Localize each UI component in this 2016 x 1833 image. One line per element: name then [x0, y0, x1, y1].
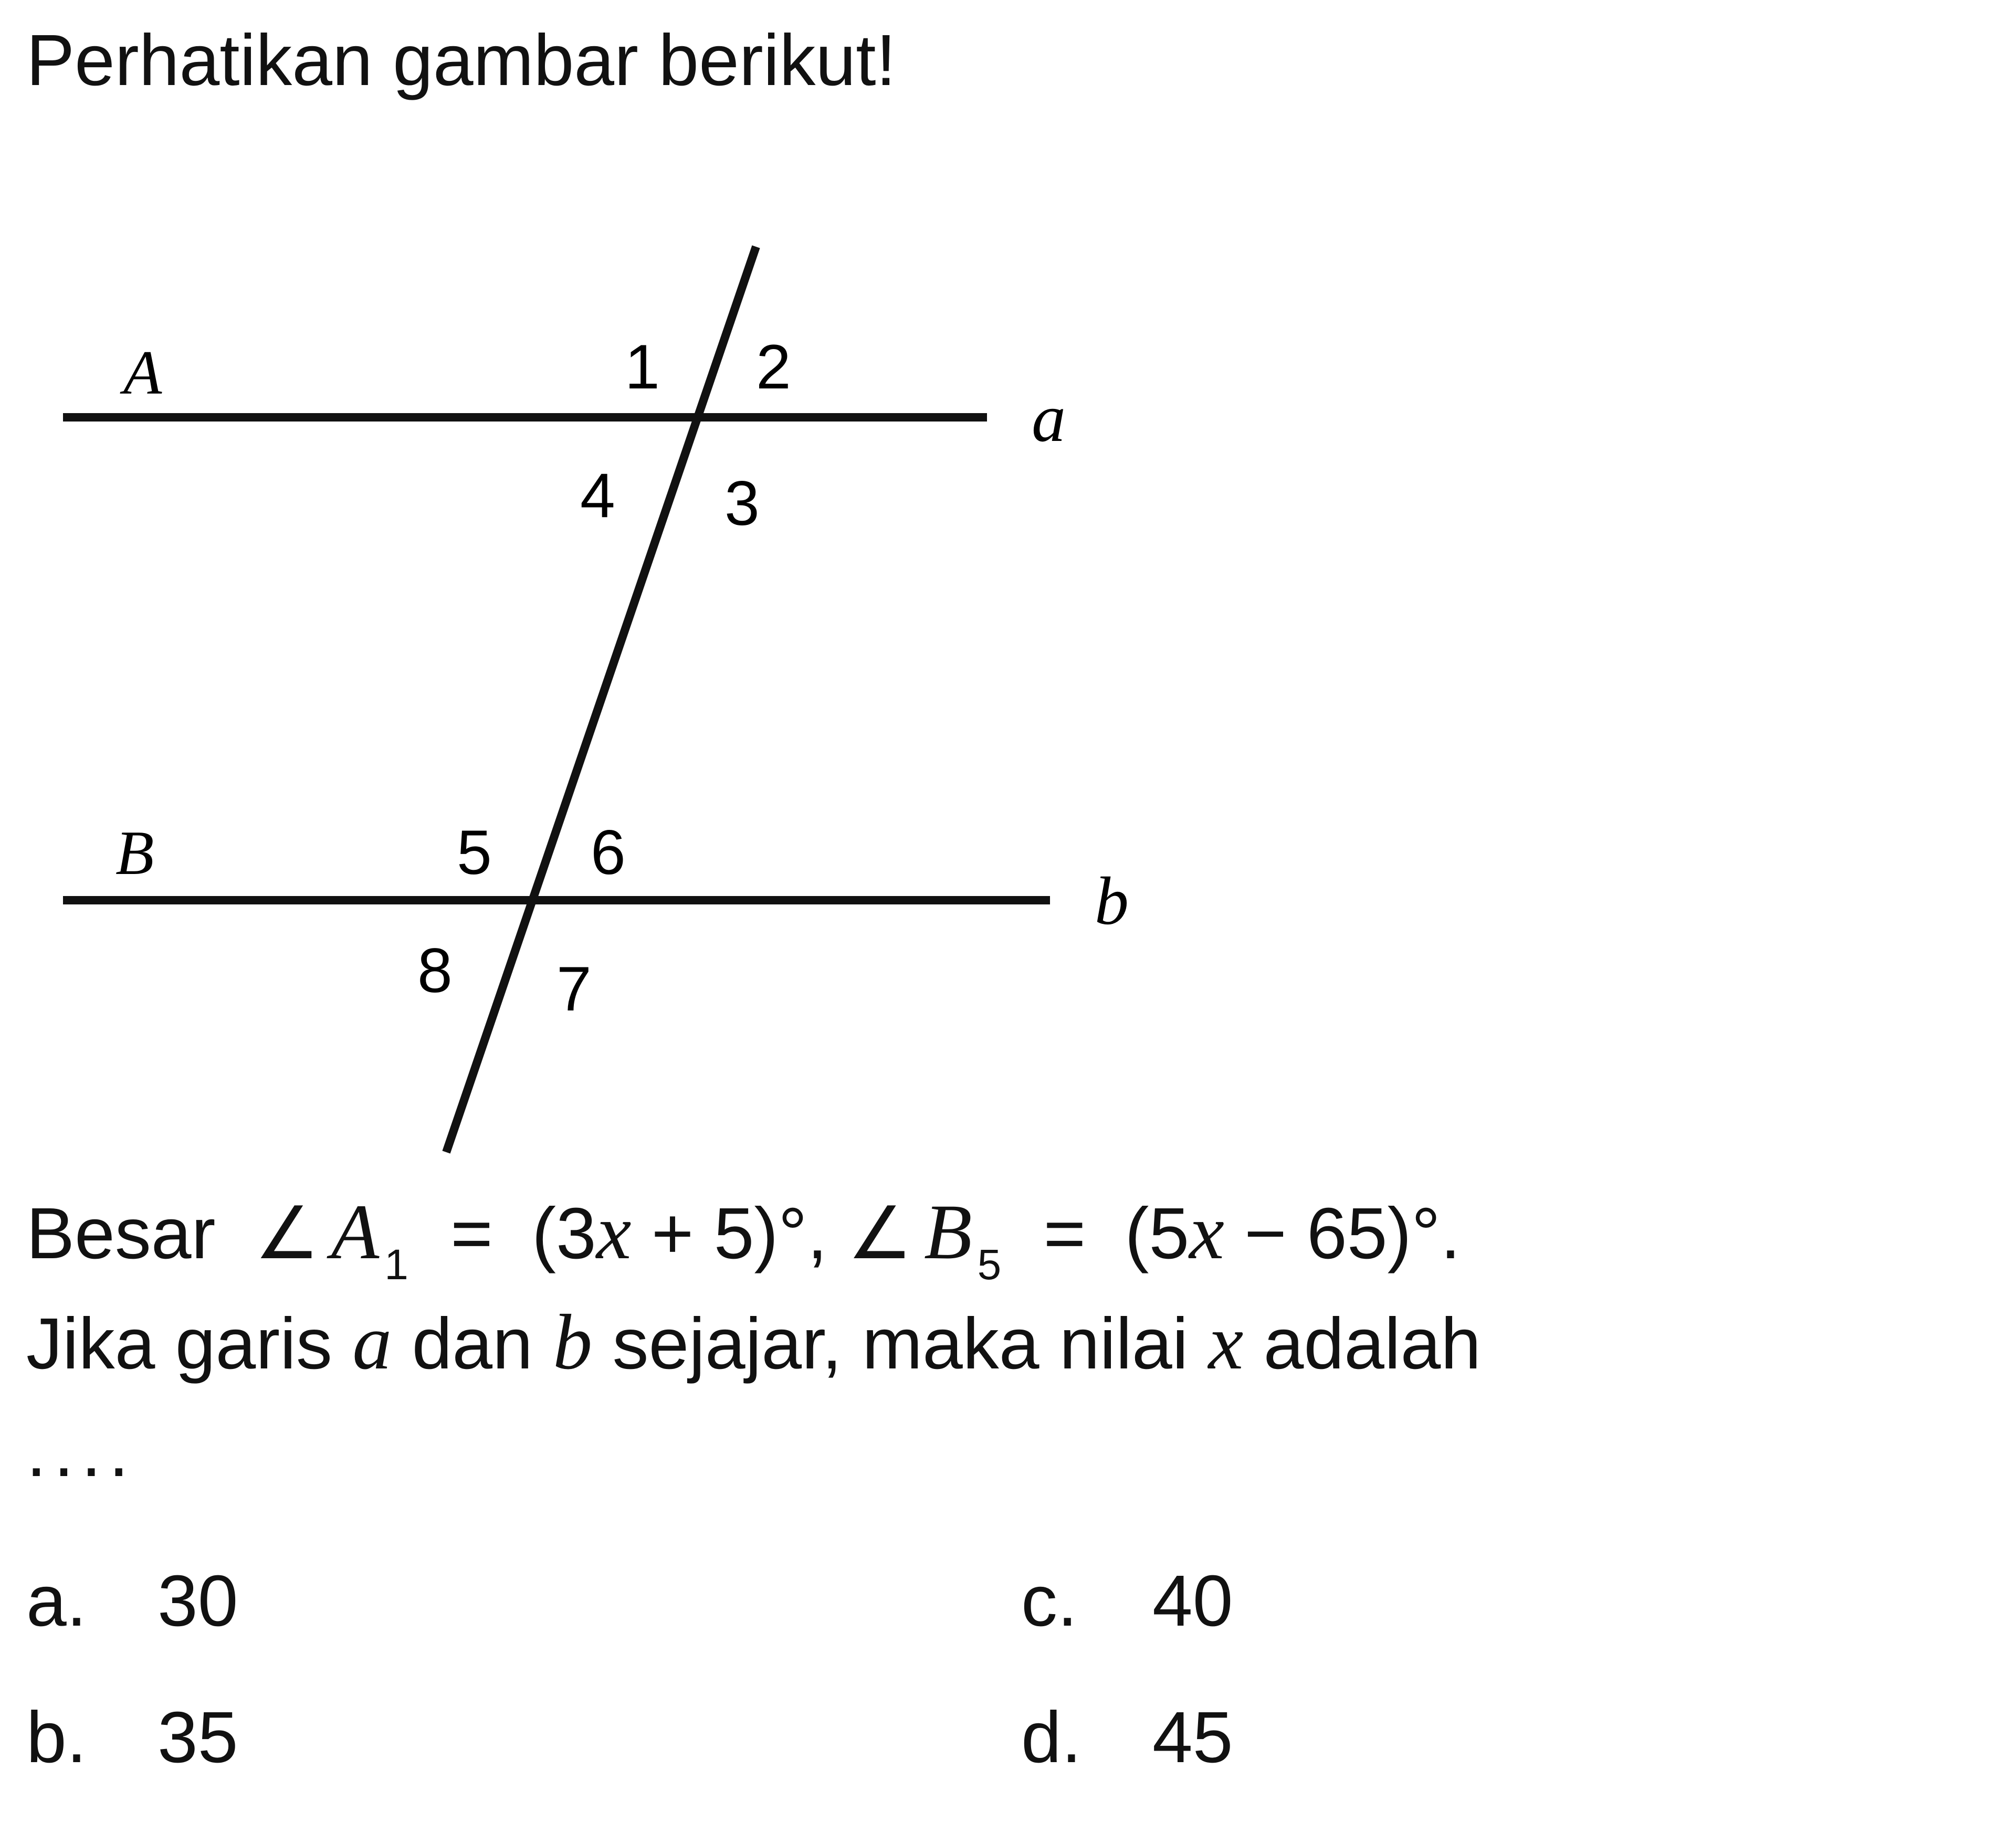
angle-symbol-2: ∠	[847, 1193, 912, 1274]
angle-5-label: 5	[457, 817, 492, 888]
line2-var-b: b	[553, 1299, 593, 1386]
angle-3-label: 3	[724, 468, 760, 539]
equals-sign-2: =	[1043, 1193, 1086, 1274]
question-prefix: Besar	[26, 1193, 216, 1274]
line2-part3: sejajar, maka nilai	[612, 1303, 1189, 1384]
option-letter: d.	[1021, 1697, 1082, 1778]
angle2-expr-open: (5	[1125, 1193, 1190, 1274]
option-d[interactable]	[1021, 1698, 1233, 1778]
angle1-expr-open: (3	[532, 1193, 596, 1274]
line2-var-x: x	[1208, 1299, 1244, 1386]
option-letter: c.	[1021, 1561, 1078, 1641]
question-ellipsis: ....	[26, 1411, 136, 1492]
option-a[interactable]	[26, 1562, 238, 1641]
angle1-expr-rest: + 5)°,	[651, 1193, 827, 1274]
angle2-expr-rest: − 65)°.	[1244, 1193, 1461, 1274]
angle-6-label: 6	[591, 817, 626, 888]
option-value: 40	[1152, 1561, 1233, 1641]
question-statement-line2	[26, 1299, 1481, 1386]
angle-4-label: 4	[580, 460, 615, 531]
angle1-variable: A	[331, 1188, 380, 1276]
line-a-point-label: A	[123, 338, 162, 407]
transversal-line	[446, 247, 756, 1152]
angle-1-label: 1	[625, 332, 660, 402]
question-statement-line1	[26, 1188, 1461, 1289]
angle-2-label: 2	[756, 332, 791, 402]
line2-part2: dan	[412, 1303, 533, 1384]
angle-8-label: 8	[417, 935, 453, 1006]
line2-var-a: a	[352, 1299, 392, 1386]
angle1-x: x	[596, 1188, 632, 1276]
option-b[interactable]	[26, 1698, 238, 1778]
angle1-subscript: 1	[384, 1241, 408, 1289]
question-title: Perhatikan gambar berikut!	[26, 20, 896, 101]
line-b-point-label: B	[116, 818, 154, 888]
option-value: 35	[158, 1697, 238, 1778]
angle-7-label: 7	[556, 954, 592, 1024]
line-a-name: a	[1032, 381, 1066, 456]
equals-sign-1: =	[450, 1193, 493, 1274]
angle2-subscript: 5	[977, 1241, 1002, 1289]
line-b-name: b	[1095, 863, 1129, 939]
option-value: 30	[158, 1561, 238, 1641]
line2-part4: adalah	[1263, 1303, 1482, 1384]
line2-part1: Jika garis	[26, 1303, 332, 1384]
angle2-variable: B	[923, 1188, 972, 1276]
option-letter: a.	[26, 1561, 87, 1641]
option-value: 45	[1152, 1697, 1233, 1778]
option-letter: b.	[26, 1697, 87, 1778]
option-c[interactable]	[1021, 1562, 1233, 1641]
angle2-x: x	[1189, 1188, 1224, 1276]
angle-symbol: ∠	[254, 1193, 320, 1274]
